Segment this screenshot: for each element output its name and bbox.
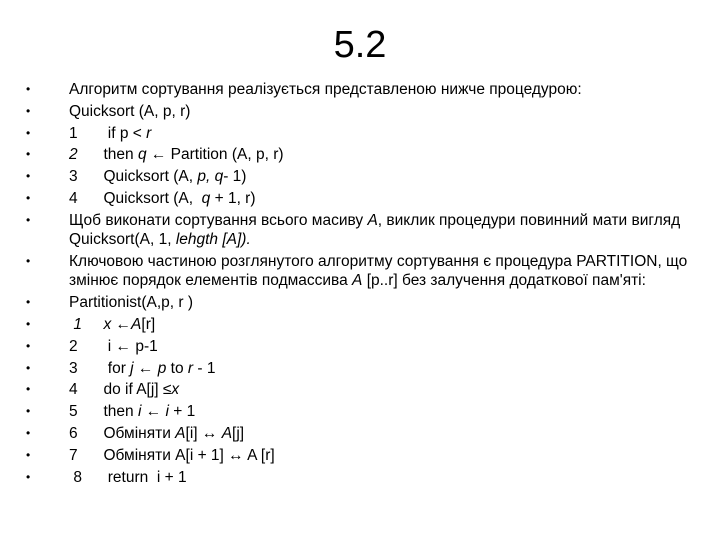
list-item [26, 252, 706, 291]
list-item-text [69, 103, 190, 120]
text-run: 3 Quicksort (A, [69, 168, 198, 186]
list-item [26, 380, 706, 399]
text-run: 1 if p < [69, 124, 147, 142]
bullet-dot-icon: • [26, 253, 31, 268]
text-run: to [166, 359, 188, 377]
list-item [26, 424, 706, 443]
text-run: A [352, 272, 363, 290]
bullet-dot-icon: • [26, 82, 31, 96]
bullet-dot-icon: • [26, 190, 31, 205]
list-item-text [69, 403, 195, 420]
text-run: p [157, 359, 167, 377]
text-run: , виклик процедури повинний мати вигляд Quicksort(A, 1, [69, 211, 685, 249]
text-run: 8 return i + 1 [69, 468, 187, 486]
list-item-text [69, 294, 193, 311]
list-item [26, 167, 706, 186]
bullet-dot-icon: • [26, 338, 31, 353]
text-run: q [137, 146, 147, 164]
bullet-dot-icon: • [26, 125, 31, 140]
text-run: Щоб виконати сортування всього масиву [69, 211, 368, 229]
text-run: [j] [232, 424, 245, 442]
text-run: 5 then [69, 403, 138, 421]
list-item [26, 189, 706, 208]
text-run: [p..r] без залучення додаткової пам'яті: [362, 272, 646, 290]
list-item-text [69, 168, 246, 185]
text-run: x ←A [103, 315, 142, 333]
bullet-dot-icon: • [26, 469, 31, 484]
list-item-text [69, 425, 244, 442]
list-item [26, 293, 706, 312]
list-item [26, 315, 706, 334]
text-run: q [201, 189, 211, 207]
text-run: [r] [141, 315, 156, 333]
list-item [26, 359, 706, 378]
bullet-dot-icon: • [26, 316, 31, 331]
text-run: 1 [69, 315, 82, 333]
bullet-dot-icon: • [26, 425, 31, 440]
text-run: 2 i ← p-1 [69, 337, 158, 355]
text-run: lehgth [A]). [175, 231, 251, 249]
text-run: A [221, 424, 233, 442]
text-run: + 1, r) [210, 189, 256, 207]
list-item-text [69, 190, 256, 207]
text-run: then [77, 146, 138, 164]
text-run: 2 [69, 146, 78, 164]
text-run: Quicksort (A, p, r) [69, 102, 191, 120]
list-item [26, 102, 706, 121]
list-item-text [69, 212, 685, 248]
text-run: ← [133, 359, 158, 377]
bullet-dot-icon: • [26, 147, 31, 162]
bullet-dot-icon: • [26, 447, 31, 462]
text-run: + 1 [168, 403, 196, 421]
text-run: i ← i [137, 403, 169, 421]
text-run: ← Partition (A, p, r) [146, 146, 284, 164]
text-run: 3 for [69, 359, 131, 377]
list-item [26, 468, 706, 487]
text-run: - 1) [223, 168, 247, 186]
list-item [26, 211, 706, 250]
slide-title: 5.2 [333, 24, 387, 66]
bullet-dot-icon: • [26, 212, 31, 227]
text-run: j [130, 359, 134, 377]
bullet-list [26, 80, 706, 489]
text-run [82, 316, 104, 333]
list-item-text [69, 469, 187, 486]
list-item-text [69, 81, 582, 98]
list-item [26, 446, 706, 465]
list-item [26, 402, 706, 421]
bullet-dot-icon: • [26, 382, 31, 397]
text-run: x [171, 381, 180, 399]
list-item-text [69, 253, 692, 289]
list-item [26, 145, 706, 164]
list-item [26, 80, 706, 99]
text-run: 4 do if A[j] ≤ [69, 381, 172, 399]
list-item-text [69, 360, 216, 377]
text-run: A [175, 424, 186, 442]
text-run: r [187, 359, 194, 377]
bullet-dot-icon: • [26, 404, 31, 419]
text-run: A [367, 211, 378, 229]
text-run: Алгоритм сортування реалізується представленою нижче процедурою: [69, 81, 582, 98]
text-run: r [146, 124, 152, 142]
list-item-text [69, 125, 151, 142]
list-item [26, 124, 706, 143]
list-item [26, 337, 706, 356]
text-run: 4 Quicksort (A, [69, 189, 202, 207]
text-run: 7 Обміняти A[i + 1] ↔ A [r] [69, 446, 275, 464]
list-item-text [69, 381, 179, 398]
list-item-text [69, 447, 275, 464]
text-run: - 1 [193, 359, 216, 377]
text-run: p, q [197, 168, 224, 186]
bullet-dot-icon: • [26, 169, 31, 184]
text-run: [i] ↔ [185, 424, 222, 442]
list-item-text [69, 338, 158, 355]
bullet-dot-icon: • [26, 103, 31, 118]
list-item-text [69, 316, 155, 333]
bullet-dot-icon: • [26, 360, 31, 375]
text-run: 6 Обміняти [69, 424, 176, 442]
text-run: Partitionist(A,p, r ) [69, 294, 194, 312]
text-run: Ключовою частиною розглянутого алгоритму сортування є процедура PARTITION, що змінює порядок елементів подмассива [69, 252, 692, 290]
bullet-dot-icon: • [26, 295, 31, 310]
list-item-text [69, 146, 284, 163]
